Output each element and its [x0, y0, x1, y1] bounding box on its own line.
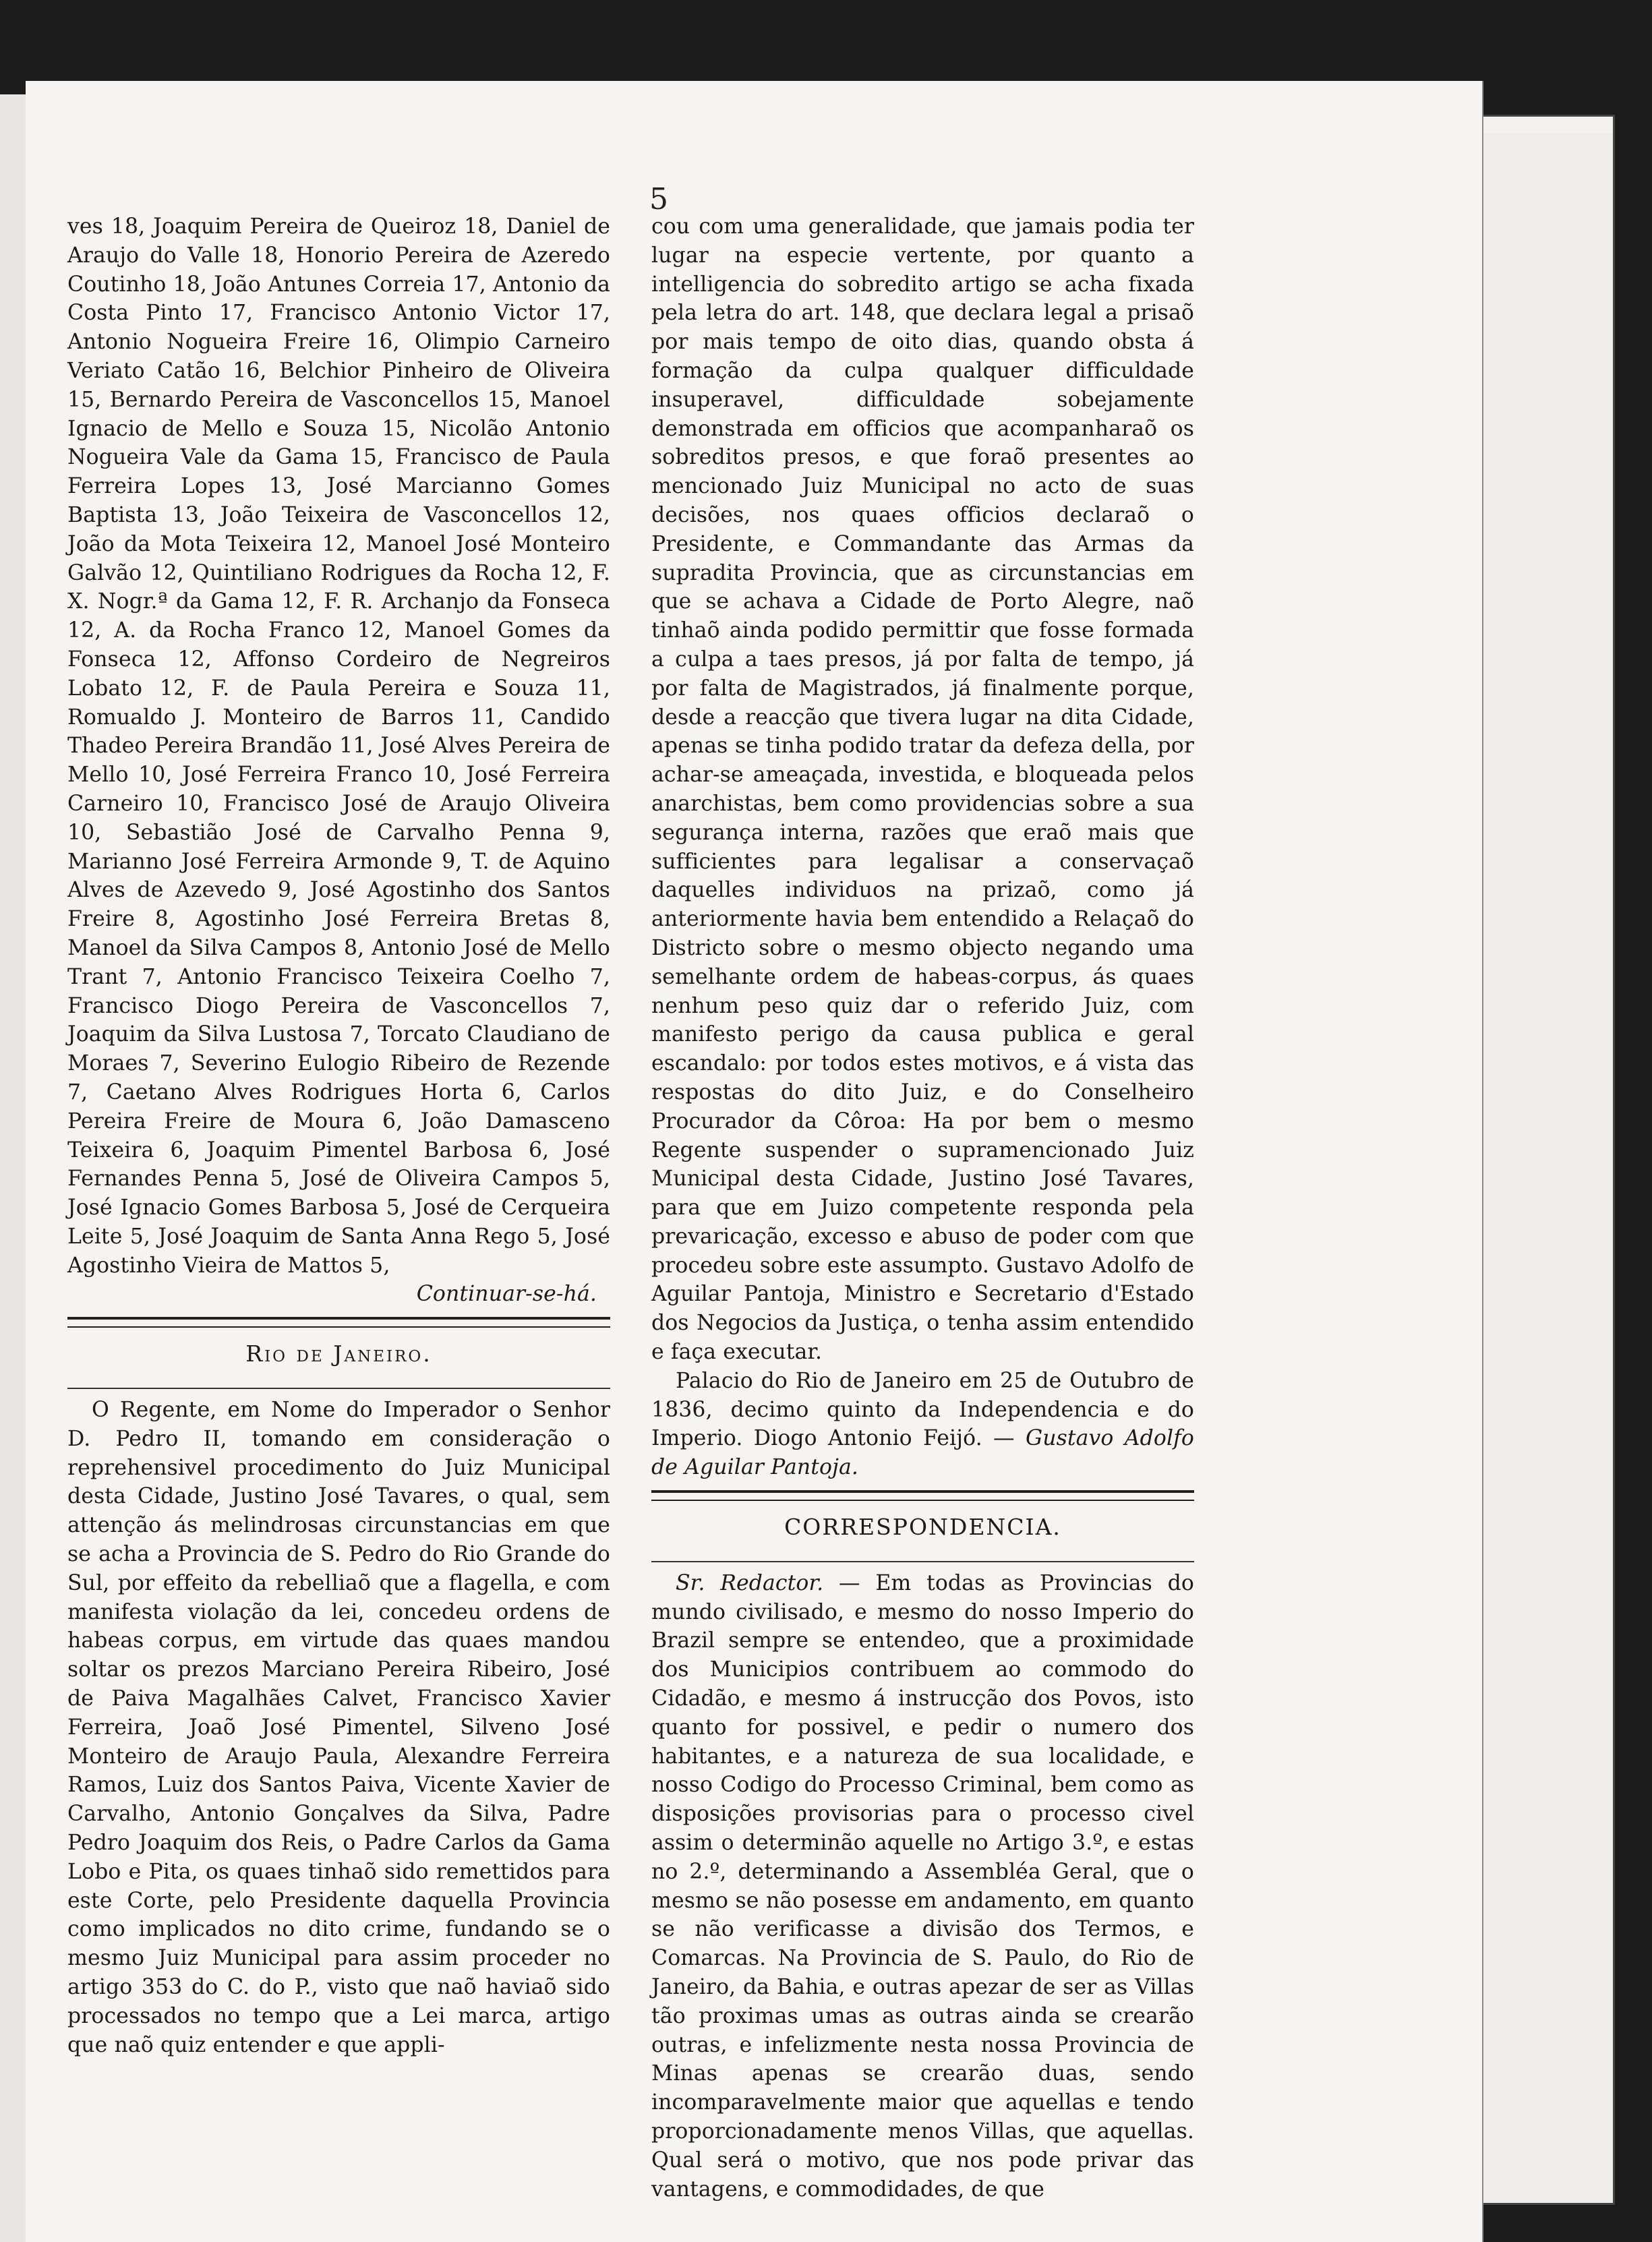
newspaper-page — [26, 81, 1483, 2242]
page-number: 5 — [649, 182, 668, 216]
section-rule-2 — [651, 1490, 1194, 1501]
left-column — [67, 212, 610, 2100]
continuation-note: Continuar-se-há. — [416, 1282, 597, 1307]
adjacent-page-edge — [0, 94, 28, 2242]
dateline — [651, 1367, 1194, 1482]
section-divider — [67, 1388, 610, 1389]
candidate-list-paragraph: ves 18, Joaquim Pereira de Queiroz 18, Daniel de Araujo do Valle 18, Honorio Pereira de Azeredo Coutinho 18, João Antunes Correia 17, Antonio da Costa Pinto 17, Francisco Antonio Victor 17, Antonio Nogueira Freire 16, Olimpio Carneiro Veriato Catão 16, Belchior Pinheiro de Oliveira 15, Bernardo Pereira de Vasconcellos 15, Manoel Ignacio de Mello e Souza 15, Nicolão Antonio Nogueira Vale da Gama 15, Francisco de Paula Ferreira Lopes 13, José Marcianno Gomes Baptista 13, João Teixeira de Vasconcellos 12, João da Mota Teixeira 12, Manoel José Monteiro Galvão 12, Quintiliano Rodrigues da Rocha 12, F. X. Nogr.ª da Gama 12, F. R. Archanjo da Fonseca 12, A. da Rocha Franco 12, Manoel Gomes da Fonseca 12, Affonso Cordeiro de Negreiros Lobato 12, F. de Paula Pereira e Souza 11, Romualdo J. Monteiro de Barros 11, Candido Thadeo Pereira Brandão 11, José Alves Pereira de Mello 10, José Ferreira Franco 10, José Ferreira Carneiro 10, Francisco José de Araujo Oliveira 10, Sebastião José de Carvalho Penna 9, Marianno José Ferreira Armonde 9, T. de Aquino Alves de Azevedo 9, José Agostinho dos Santos Freire 8, Agostinho José Ferreira Bretas 8, Manoel da Silva Campos 8, Antonio José de Mello Trant 7, Antonio Francisco Teixeira Coelho 7, Francisco Diogo Pereira de Vasconcellos 7, Joaquim da Silva Lustosa 7, Torcato Claudiano de Moraes 7, Severino Eulogio Ribeiro de Rezende 7, Caetano Alves Rodrigues Horta 6, Carlos Pereira Freire de Moura 6, João Damasceno Teixeira 6, Joaquim Pimentel Barbosa 6, José Fernandes Penna 5, José de Oliveira Campos 5, José Ignacio Gomes Barbosa 5, José de Cerqueira Leite 5, José Joaquim de Santa Anna Rego 5, José Agostinho Vieira de Mattos 5, — [67, 214, 610, 1278]
decree-continued: cou com uma generalidade, que jamais podia ter lugar na especie vertente, por quanto a intelligencia do sobredito artigo se acha fixada pela letra do art. 148, que declara legal a prisaõ por mais tempo de oito dias, quando obsta á formação da culpa qualquer difficuldade insuperavel, difficuldade sobejamente demonstrada em officios que acompanharaõ os sobreditos presos, e que foraõ presentes ao mencionado Juiz Municipal no acto de suas decisões, nos quaes officios declaraõ o Presidente, e Commandante das Armas da supradita Provincia, que as circunstancias em que se achava a Cidade de Porto Alegre, naõ tinhaõ ainda podido permittir que fosse formada a culpa a taes presos, já por falta de tempo, já por falta de Magistrados, já finalmente porque, desde a reacção que tivera lugar na dita Cidade, apenas se tinha podido tratar da defeza della, por achar-se ameaçada, investida, e bloqueada pelos anarchistas, bem como providencias sobre a sua segurança interna, razões que eraõ mais que sufficientes para legalisar a conservaçaõ daquelles individuos na prizaõ, como já anteriormente havia bem entendido a Relaçaõ do Districto sobre o mesmo objecto negando uma semelhante ordem de habeas-corpus, ás quaes nenhum peso quiz dar o referido Juiz, com manifesto perigo da causa publica e geral escandalo: por todos estes motivos, e á vista das respostas do dito Juiz, e do Conselheiro Procurador da Côroa: Ha por bem o mesmo Regente suspender o supramencionado Juiz Municipal desta Cidade, Justino José Tavares, para que em Juizo competente responda pela prevaricação, excesso e abuso de poder com que procedeu sobre este assumpto. Gustavo Adolfo de Aguilar Pantoja, Ministro e Secretario d'Estado dos Negocios da Justiça, o tenha assim entendido e faça executar. — [651, 214, 1194, 1365]
letter-paragraph — [651, 1569, 1194, 2204]
letter-text: — Em todas as Provincias do mundo civilisado, e mesmo do nosso Imperio do Brazil sempre se entendeo, que a proximidade dos Municipios contribuem ao commodo do Cidadão, e mesmo á instrucção dos Povos, isto quanto for possivel, e pedir o numero dos habitantes, e a natureza de sua localidade, e nosso Codigo do Processo Criminal, bem como as disposições provisorias para o processo civel assim o determinão aquelle no Artigo 3.º, e estas no 2.º, determinando a Assembléa Geral, que o mesmo se não posesse em andamento, em quanto se não verificasse a divisão dos Termos, e Comarcas. Na Provincia de S. Paulo, do Rio de Janeiro, da Bahia, e outras apezar de ser as Villas tão proximas umas as outras ainda se crearão outras, e infelizmente nesta nossa Provincia de Minas apenas se crearão duas, sendo incomparavelmente maior que aquellas e tendo proporcionadamente menos Villas, que aquellas. Qual será o motivo, que nos pode privar das vantagens, e commodidades, de que — [651, 1570, 1194, 2202]
signature: Gustavo Adolfo de Aguilar Pantoja. — [651, 1426, 1194, 1480]
section-title-correspondencia: CORRESPONDENCIA. — [784, 1514, 1061, 1541]
salutation: Sr. Redactor. — [676, 1570, 824, 1595]
section-rule — [67, 1317, 610, 1328]
dateline-text: Palacio do Rio de Janeiro em 25 de Outubro de 1836, decimo quinto da Independencia e do Imperio. Diogo Antonio Feijó. — — [651, 1368, 1194, 1451]
right-column — [651, 212, 1194, 2202]
section-title-rio: Rio de Janeiro. — [245, 1340, 432, 1367]
decree-paragraph: O Regente, em Nome do Imperador o Senhor D. Pedro II, tomando em consideração o reprehensivel procedimento do Juiz Municipal desta Cidade, Justino José Tavares, o qual, sem attenção ás melindrosas circunstancias em que se acha a Provincia de S. Pedro do Rio Grande do Sul, por effeito da rebelliaõ que a flagella, e com manifesta violação da lei, concedeu ordens de habeas corpus, em virtude das quaes mandou soltar os prezos Marciano Pereira Ribeiro, José de Paiva Magalhães Calvet, Francisco Xavier Ferreira, Joaõ José Pimentel, Silveno José Monteiro de Araujo Paula, Alexandre Ferreira Ramos, Luiz dos Santos Paiva, Vicente Xavier de Carvalho, Antonio Gonçalves da Silva, Padre Pedro Joaquim dos Reis, o Padre Carlos da Gama Lobo e Pita, os quaes tinhaõ sido remettidos para este Corte, pelo Presidente daquella Provincia como implicados no dito crime, fundando se o mesmo Juiz Municipal para assim proceder no artigo 353 do C. do P., visto que naõ haviaõ sido processados no tempo que a Lei marca, artigo que naõ quiz entender e que appli- — [67, 1398, 610, 2057]
section-divider-2 — [651, 1561, 1194, 1562]
